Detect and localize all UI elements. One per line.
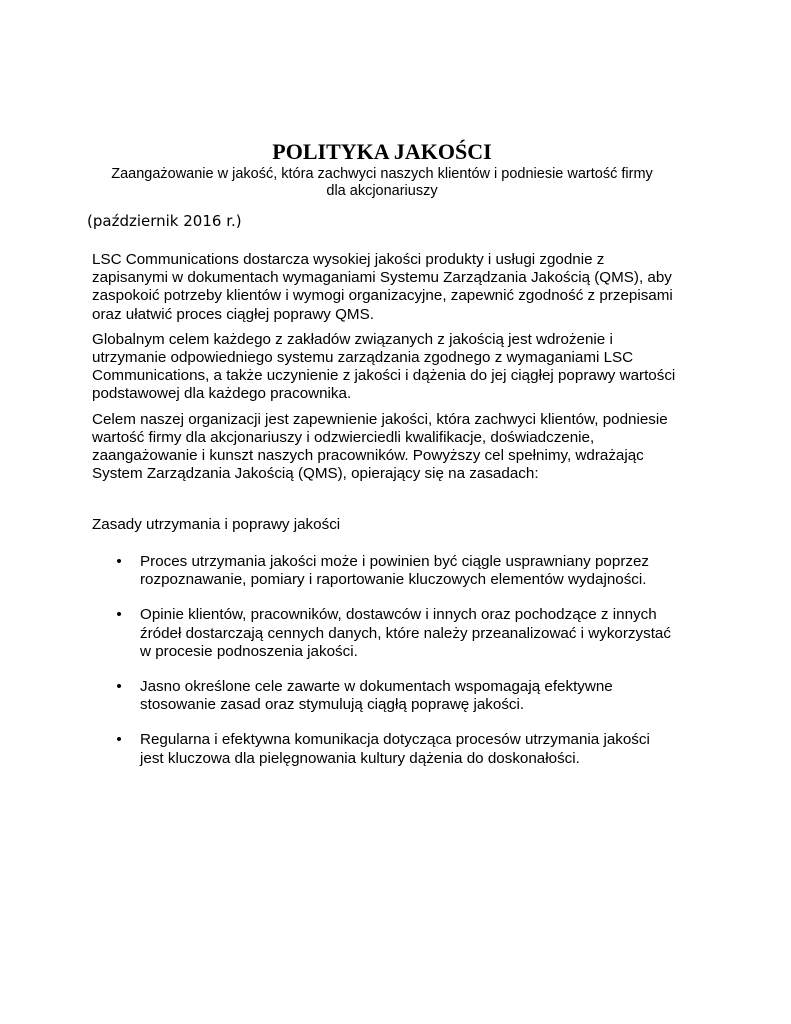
document-date: (październik 2016 r.): [87, 212, 242, 230]
list-item-text: Opinie klientów, pracowników, dostawców i innych oraz pochodzące z innych źródeł dostarczają cennych danych, które należy przeanalizować i wykorzystać w procesie podnoszenia jakości.: [140, 606, 671, 660]
bullet-icon: •: [116, 678, 122, 696]
paragraph: LSC Communications dostarcza wysokiej jakości produkty i usługi zgodnie z zapisanymi w dokumentach wymaganiami Systemu Zarządzania Jakością (QMS), aby zaspokoić potrzeby klientów i wymogi organizacyjne, zapewnić zgodność z przepisami oraz ułatwić proces ciągłej poprawy QMS.: [92, 251, 673, 323]
paragraph: Celem naszej organizacji jest zapewnienie jakości, która zachwyci klientów, podniesie wartość firmy dla akcjonariuszy i odzwierciedli kwalifikacje, doświadczenie, zaangażowanie i kunszt naszych pracowników. Powyższy cel spełnimy, wdrażając System Zarządzania Jakością (QMS), opierający się na zasadach:: [92, 410, 668, 483]
document-subtitle: Zaangażowanie w jakość, która zachwyci naszych klientów i podniesie wartość firmy dla akcjonariuszy: [111, 166, 653, 199]
list-item: [112, 553, 672, 589]
bullet-icon: •: [116, 731, 122, 749]
list-item: [112, 678, 672, 714]
document-title: POLITYKA JAKOŚCI: [272, 139, 492, 164]
list-item-text: Proces utrzymania jakości może i powinien być ciągle usprawniany poprzez rozpoznawanie, pomiary i raportowanie kluczowych elementów wydajności.: [140, 553, 650, 589]
list-item: [112, 731, 672, 767]
principles-heading: Zasady utrzymania i poprawy jakości: [92, 516, 341, 533]
policy-body: [92, 251, 682, 490]
list-item: [112, 606, 672, 661]
paragraph: Globalnym celem każdego z zakładów związanych z jakością jest wdrożenie i utrzymanie odpowiedniego systemu zarządzania zgodnego z wymaganiami LSC Communications, a także uczynienie z jakości i dążenia do jej ciągłej poprawy wartości podstawowej dla każdego pracownika.: [92, 330, 676, 403]
bullet-icon: •: [116, 606, 122, 624]
bullet-icon: •: [116, 553, 122, 570]
principles-list: [112, 553, 672, 785]
list-item-text: Regularna i efektywna komunikacja dotycząca procesów utrzymania jakości jest kluczowa dla pielęgnowania kultury dążenia do doskonałości.: [140, 731, 650, 767]
list-item-text: Jasno określone cele zawarte w dokumentach wspomagają efektywne stosowanie zasad oraz stymulują ciągłą poprawę jakości.: [140, 678, 613, 714]
